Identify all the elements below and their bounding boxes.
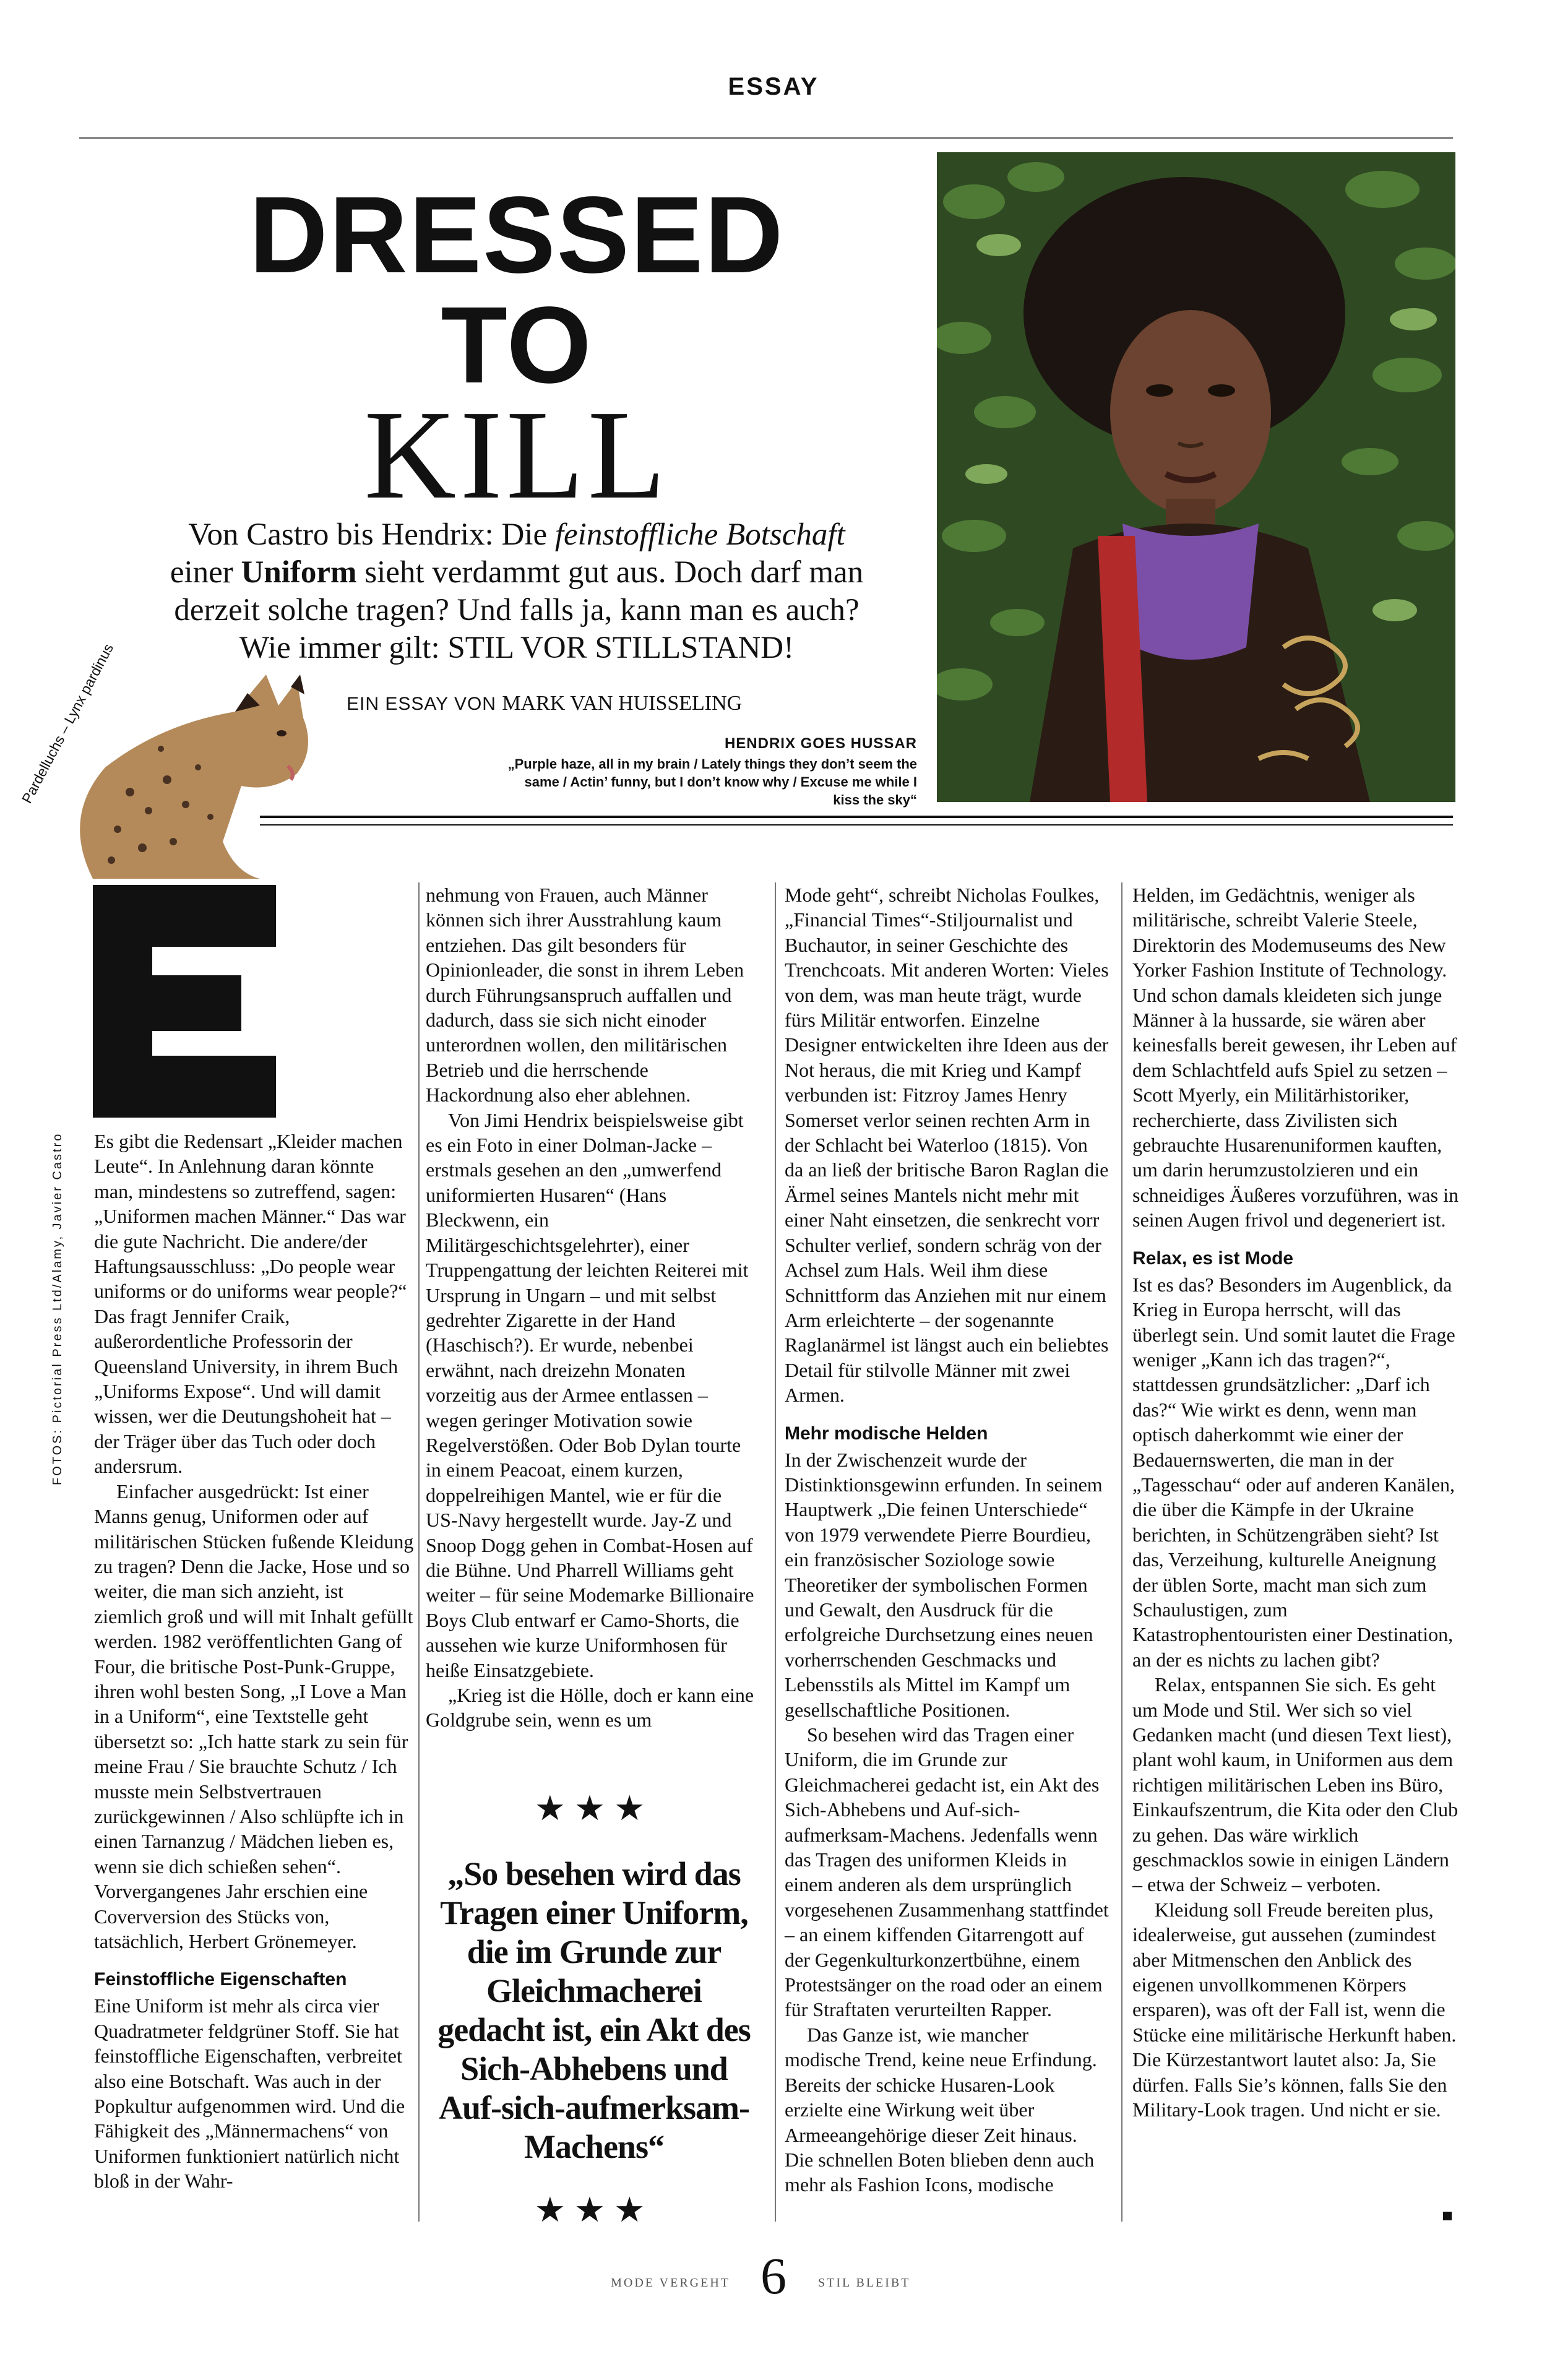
paragraph: Mode geht“, schreibt Nicholas Foulkes, „Financial Times“-Stiljournalist und Buchautor, in seiner Geschichte des Trenchcoats. Mit anderen Worten: Vieles von dem, was man heute trägt, wurde fürs Militär entworfen. Einzelne Designer entwickelten ihre Ideen aus der Not heraus, die mit Krieg und Kampf verbunden ist: Fitzroy James Henry Somerset verlor seinen rechten Arm in der Schlacht bei Waterloo (1815). Von da an ließ der britische Baron Raglan die Ärmel seines Mantels nicht mehr mit einer Naht einsetzen, die senkrecht vorr Schulter verlief, sondern schräg von der Achsel zum Hals. Weil ihm diese Schnittform das Anziehen mit nur einem Arm erleichterte – der sogenannte Raglanärmel ist längst auch ein beliebtes Detail für stilvolle Männer mit zwei Armen. [785, 884, 1109, 1407]
drop-cap-e [93, 885, 276, 1118]
byline [347, 692, 742, 715]
divider-thin [260, 824, 1453, 826]
deck-italic: feinstoffliche Botschaft [554, 517, 845, 552]
deck-part-3: sieht verdammt gut aus. Doch darf man derzeit solche tragen? Und falls ja, kann man es auch? Wie immer gilt: STIL VOR STILLSTAND! [174, 555, 864, 665]
paragraph: Helden, im Gedächtnis, weniger als militärische, schreibt Valerie Steele, Direktorin des Modemuseums des New Yorker Fashion Institute of Technology. Und schon damals kleideten sich junge Männer à la hussarde, sie wären aber keinesfalls bereit gewesen, ihr Leben auf dem Schlachtfeld aufs Spiel zu setzen – Scott Myerly, ein Militärhistoriker, recherchierte, dass Zivilisten sich gebrauchte Husarenuniformen kauften, um darin herumzustolzieren und ein schneidiges Äußeres vorzuführen, was in seinen Augen frivol und degeneriert ist. [1132, 884, 1459, 1231]
photo-credit: FOTOS: Pictorial Press Ltd/Alamy, Javier Castro [51, 1132, 64, 1485]
photo-caption [495, 735, 917, 809]
article-column-2 [426, 882, 756, 1733]
deck-part-2: einer [170, 555, 241, 590]
paragraph: „Krieg ist die Hölle, doch er kann eine Goldgrube sein, wenn es um [426, 1684, 754, 1731]
stars-top: ★★★ [534, 1788, 654, 1829]
stars-bottom: ★★★ [534, 2190, 654, 2230]
divider-thick [260, 816, 1453, 818]
caption-title: HENDRIX GOES HUSSAR [724, 735, 917, 752]
article-column-1 [94, 1129, 416, 2194]
pull-quote [433, 1788, 755, 2230]
footer-right: STIL BLEIBT [818, 2276, 911, 2290]
paragraph: Es gibt die Redensart „Kleider machen Leute“. In Anlehnung daran könnte man, mindestens so zutreffend, sagen: „Uniformen machen Männer.“ Das war die gute Nachricht. Die andere/der Haftungsausschluss: „Do people wear uniforms or do uniforms wear people?“ Das fragt Jennifer Craik, außerordentliche Professorin der Queensland University, in ihrem Buch „Uniforms Expose“. Und will damit wissen, wer die Deutungshoheit hat – der Träger über das Tuch oder doch andersrum. [94, 1130, 407, 1478]
deck-bold: Uniform [241, 555, 357, 590]
headline-line-1: DRESSED [249, 175, 785, 296]
paragraph: Eine Uniform ist mehr als circa vier Quadratmeter feldgrüner Stoff. Sie hat feinstoffliche Eigenschaften, verbreitet also eine Botschaft. Was auch in der Popkultur aufgenommen wird. Und die Fähigkeit des „Männermachens“ von Uniformen funktioniert natürlich nicht bloß in der Wahr- [94, 1994, 405, 2192]
article-column-4 [1132, 882, 1459, 2123]
paragraph: Ist es das? Besonders im Augenblick, da Krieg in Europa herrscht, will das überlegt sein. Und somit lautet die Frage weniger „Kann ich das tragen?“, stattdessen grundsätzlicher: „Darf ich das?“ Wie wirkt es denn, wenn man optisch daherkommt wie einer der Bedauernswerten, die man in der „Tagesschau“ oder auf anderen Kanälen, die über die Kämpfe in der Ukraine berichten, in Schützengräben sieht? Ist das, Verzeihung, kulturelle Aneignung der üblen Sorte, macht man sich zum Schaulustigen, zum Katastrophentouristen einer Destination, an der es nichts zu lachen gibt? [1132, 1273, 1455, 1671]
page-number: 6 [761, 2248, 786, 2305]
paragraph: Von Jimi Hendrix beispielsweise gibt es ein Foto in einer Dolman-Jacke – erstmals gesehen an den „umwerfend uniformierten Husaren“ (Hans Bleckwenn, ein Militärgeschichtsgelehrter), einer Truppengattung der leichten Reiterei mit Ursprung in Ungarn – und mit selbst gedrehter Zigarette in der Hand (Haschisch?). Er wurde, nebenbei erwähnt, nach dreizehn Monaten vorzeitig aus der Armee entlassen – wegen geringer Motivation sowie Regelverstößen. Oder Bob Dylan tourte in einem Peacoat, einem kurzen, doppelreihigen Mantel, wie er für die US-Navy hergestellt wurde. Jay-Z und Snoop Dogg gehen in Combat-Hosen auf die Bühne. Und Pharrell Williams geht weiter – für seine Modemarke Billionaire Boys Club entwarf er Camo-Shorts, die aussehen wie kurze Uniformhosen für heiße Einsatzgebiete. [426, 1108, 754, 1681]
subheading: Relax, es ist Mode [1132, 1248, 1294, 1269]
footer-left: MODE VERGEHT [611, 2276, 730, 2290]
caption-text: „Purple haze, all in my brain / Lately things they don’t seem the same / Actin’ funny, but I don’t know why / Excuse me while I kiss the sky“ [507, 756, 917, 808]
paragraph: Einfacher ausgedrückt: Ist einer Manns genug, Uniformen oder auf militärischen Stücken fußende Kleidung zu tragen? Denn die Jacke, Hose und so weiter, die man sich anzieht, ist ziemlich groß und will mit Inhalt gefüllt werden. 1982 veröffentlichten Gang of Four, die britische Post-Punk-Gruppe, ihren wohl besten Song, „I Love a Man in a Uniform“, eine Textstelle geht übersetzt so: „Ich hatte stark zu sein für meine Frau / Sie brauchte Schutz / Ich musste mein Selbstvertrauen zurückgewinnen / Also schlüpfte ich in einen Tarnanzug / Mädchen lieben es, wenn sie dich schießen sehen“. Vorvergangenes Jahr erschien eine Coverversion des Stücks von, tatsächlich, Herbert Grönemeyer. [94, 1480, 414, 1952]
headline-line-2: TO [441, 285, 593, 406]
end-mark [1443, 2212, 1452, 2220]
deck-part-1: Von Castro bis Hendrix: Die [188, 517, 555, 552]
column-rule-3 [1121, 882, 1123, 2222]
byline-author: MARK VAN HUISSELING [502, 692, 743, 715]
subheading: Mehr modische Helden [785, 1423, 988, 1444]
section-label: ESSAY [728, 73, 819, 100]
paragraph: So besehen wird das Tragen einer Uniform, die im Grunde zur Gleichmacherei gedacht ist, ein Akt des Sich-Abhebens und Auf-sich-aufmerksam-Machens. Jedenfalls wenn das Tragen des uniformen Kleids in einem anderen als dem ursprünglich vorgesehenen Zusammenhang stattfindet – an einem kiffenden Gitarrengott auf der Gegenkulturkonzertbühne, einem Protestsänger on the road oder an einem für Straftaten verurteilten Rapper. [785, 1723, 1109, 2021]
lynx-caption: Pardelluchs – Lynx pardinus [19, 640, 117, 806]
paragraph: Relax, entspannen Sie sich. Es geht um Mode und Stil. Wer sich so viel Gedanken macht (und diesen Text liest), plant wohl kaum, in Uniformen aus dem richtigen militärischen Leben ins Büro, Einkaufszentrum, die Kita oder den Club zu gehen. Das wäre wirklich geschmacklos sowie in einigen Ländern – etwa der Schweiz – verboten. [1132, 1673, 1459, 1896]
hendrix-photo [937, 152, 1455, 802]
byline-label: EIN ESSAY VON [347, 694, 496, 714]
article-column-3 [785, 882, 1109, 2197]
paragraph: Kleidung soll Freude bereiten plus, idealerweise, gut aussehen (zumindest aber Mitmenschen den Anblick des eigenen unvollkommenen Körpers ersparen), was oft der Fall ist, wenn die Stücke eine militärische Herkunft haben. Die Kürzestantwort lautet also: Ja, Sie dürfen. Falls Sie’s können, falls Sie den Military-Look tragen. Und nicht er sie. [1132, 1898, 1457, 2121]
top-divider [79, 137, 1453, 139]
subheading: Feinstoffliche Eigenschaften [94, 1969, 347, 1990]
paragraph: nehmung von Frauen, auch Männer können sich ihrer Ausstrahlung kaum entziehen. Das gilt besonders für Opinionleader, die sonst in ihrem Leben durch Führungsanspruch auffallen und dadurch, dass sie sich nicht einoder unterordnen wollen, den militärischen Betrieb und die herrschende Hackordnung also eher ablehnen. [426, 884, 744, 1106]
headline-line-3: KILL [364, 384, 670, 525]
column-rule-1 [418, 882, 420, 2222]
column-rule-2 [775, 882, 776, 2222]
paragraph: In der Zwischenzeit wurde der Distinktionsgewinn erfunden. In seinem Hauptwerk „Die feinen Unterschiede“ von 1979 verwendete Pierre Bourdieu, ein französischer Soziologe sowie Theoretiker der symbolischen Formen und Gewalt, den Ausdruck für die erfolgreiche Durchsetzung eines neuen vorherrschenden Geschmacks und Lebensstils als Mittel im Kampf um gesellschaftliche Positionen. [785, 1448, 1103, 1721]
paragraph: Das Ganze ist, wie mancher modische Trend, keine neue Erfindung. Bereits der schicke Husaren-Look erzielte eine Wirkung weit über Armeeangehörige dieser Zeit hinaus. Die schnellen Boten blieben denn auch mehr als Fashion Icons, modische [785, 2023, 1097, 2196]
pull-quote-text: „So besehen wird das Tragen einer Uniform, die im Grunde zur Gleichmacherei gedacht ist, ein Akt des Sich-Abhebens und Auf-sich-aufmerksam-Machens“ [437, 1855, 751, 2165]
deck-text [155, 516, 879, 667]
